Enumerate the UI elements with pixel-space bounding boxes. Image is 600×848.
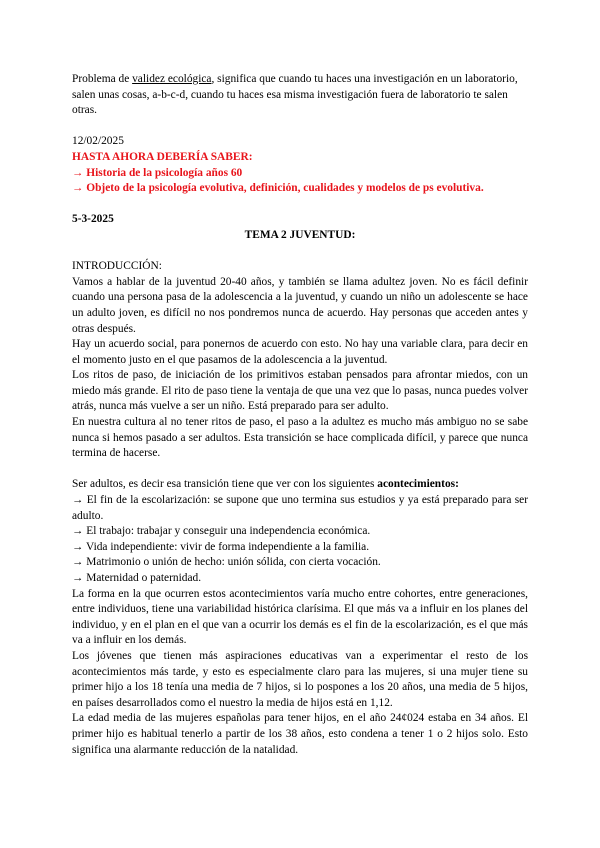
intro-term: validez ecológica bbox=[132, 73, 212, 85]
body-paragraph: En nuestra cultura al no tener ritos de paso, el paso a la adultez es mucho más ambiguo no se sabe nunca si hemos pasado a ser adultos. Esta transición se hace complicada difícil, y parece que nunca termina de hacerse. bbox=[72, 416, 528, 460]
review-heading: HASTA AHORA DEBERÍA SABER: bbox=[72, 150, 253, 163]
intro-post: , significa que cuando tu haces una investigación en un laboratorio, salen unas cosas, a-b-c-d, cuando tu haces esa misma investigación fuera de laboratorio te salen otras. bbox=[72, 73, 518, 117]
body-paragraph: Vamos a hablar de la juventud 20-40 años, y también se llama adultez joven. No es fácil definir cuando una persona pasa de la adolescencia a la juventud, y cuando un niño un adolescente se hace un adulto joven, es difícil no nos pondremos nunca de acuerdo. Hay personas que acceden antes y otras después. bbox=[72, 275, 528, 335]
review-date: 12/02/2025 bbox=[72, 135, 124, 148]
session-date: 5-3-2025 bbox=[72, 213, 114, 226]
review-item: → Objeto de la psicología evolutiva, definición, cualidades y modelos de ps evolutiva. bbox=[72, 182, 484, 195]
spacer bbox=[72, 462, 528, 478]
events-lead bbox=[72, 477, 528, 493]
spacer bbox=[72, 197, 528, 213]
topic-title: TEMA 2 JUVENTUD: bbox=[244, 228, 356, 241]
body-paragraph: Hay un acuerdo social, para ponernos de acuerdo con esto. No hay una variable clara, para decir en el momento justo en el que pasamos de la adolescencia a la juventud. bbox=[72, 338, 528, 366]
intro-paragraph bbox=[72, 72, 528, 119]
body-paragraph: La edad media de las mujeres españolas para tener hijos, en el año 24¢024 estaba en 34 años. El primer hijo es habitual tenerlo a partir de los 38 años, esto condena a tener 1 o 2 hijos solo. Esto significa una alarmante reducción de la natalidad. bbox=[72, 712, 528, 756]
events-lead-bold: acontecimientos: bbox=[377, 478, 459, 491]
event-item: → Matrimonio o unión de hecho: unión sólida, con cierta vocación. bbox=[72, 556, 381, 569]
intro-pre: Problema de bbox=[72, 73, 133, 85]
body-paragraph: Los jóvenes que tienen más aspiraciones educativas van a experimentar el resto de los acontecimientos más tarde, y esto es especialmente claro para las mujeres, si una mujer tiene su primer hijo a los 18 tenía una media de 7 hijos, si lo pospones a los 20 años, una media de 5 hijos, en países desarrollados como el nuestro la media de hijos está en 1,12. bbox=[72, 649, 528, 709]
event-item: → El trabajo: trabajar y conseguir una independencia económica. bbox=[72, 525, 371, 538]
body-paragraph: La forma en la que ocurren estos acontecimientos varía mucho entre cohortes, entre generaciones, entre individuos, tiene una variabilidad histórica clarísima. El que más va a influir en los planes del individuo, y en el plan en el que van a ocurrir los demás es el fin de la escolarización, es el que más va a influir en los demás. bbox=[72, 587, 528, 647]
event-item: → Vida independiente: vivir de forma independiente a la familia. bbox=[72, 540, 370, 553]
section-heading: INTRODUCCIÓN: bbox=[72, 260, 162, 273]
spacer bbox=[72, 244, 528, 260]
event-item: → Maternidad o paternidad. bbox=[72, 572, 202, 584]
body-paragraph: Los ritos de paso, de iniciación de los primitivos estaban pensados para afrontar miedos, con un miedo más grande. El rito de paso tiene la ventaja de que una vez que lo pasas, nunca puedes volver atrás, nunca más vuelve a ser un niño. Está preparado para ser adulto. bbox=[72, 369, 528, 413]
review-item: → Historia de la psicología años 60 bbox=[72, 166, 243, 179]
events-lead-text: Ser adultos, es decir esa transición tiene que ver con los siguientes bbox=[72, 478, 378, 491]
document-page bbox=[72, 72, 528, 758]
event-item: → El fin de la escolarización: se supone que uno termina sus estudios y ya está preparado para ser adulto. bbox=[72, 494, 528, 522]
